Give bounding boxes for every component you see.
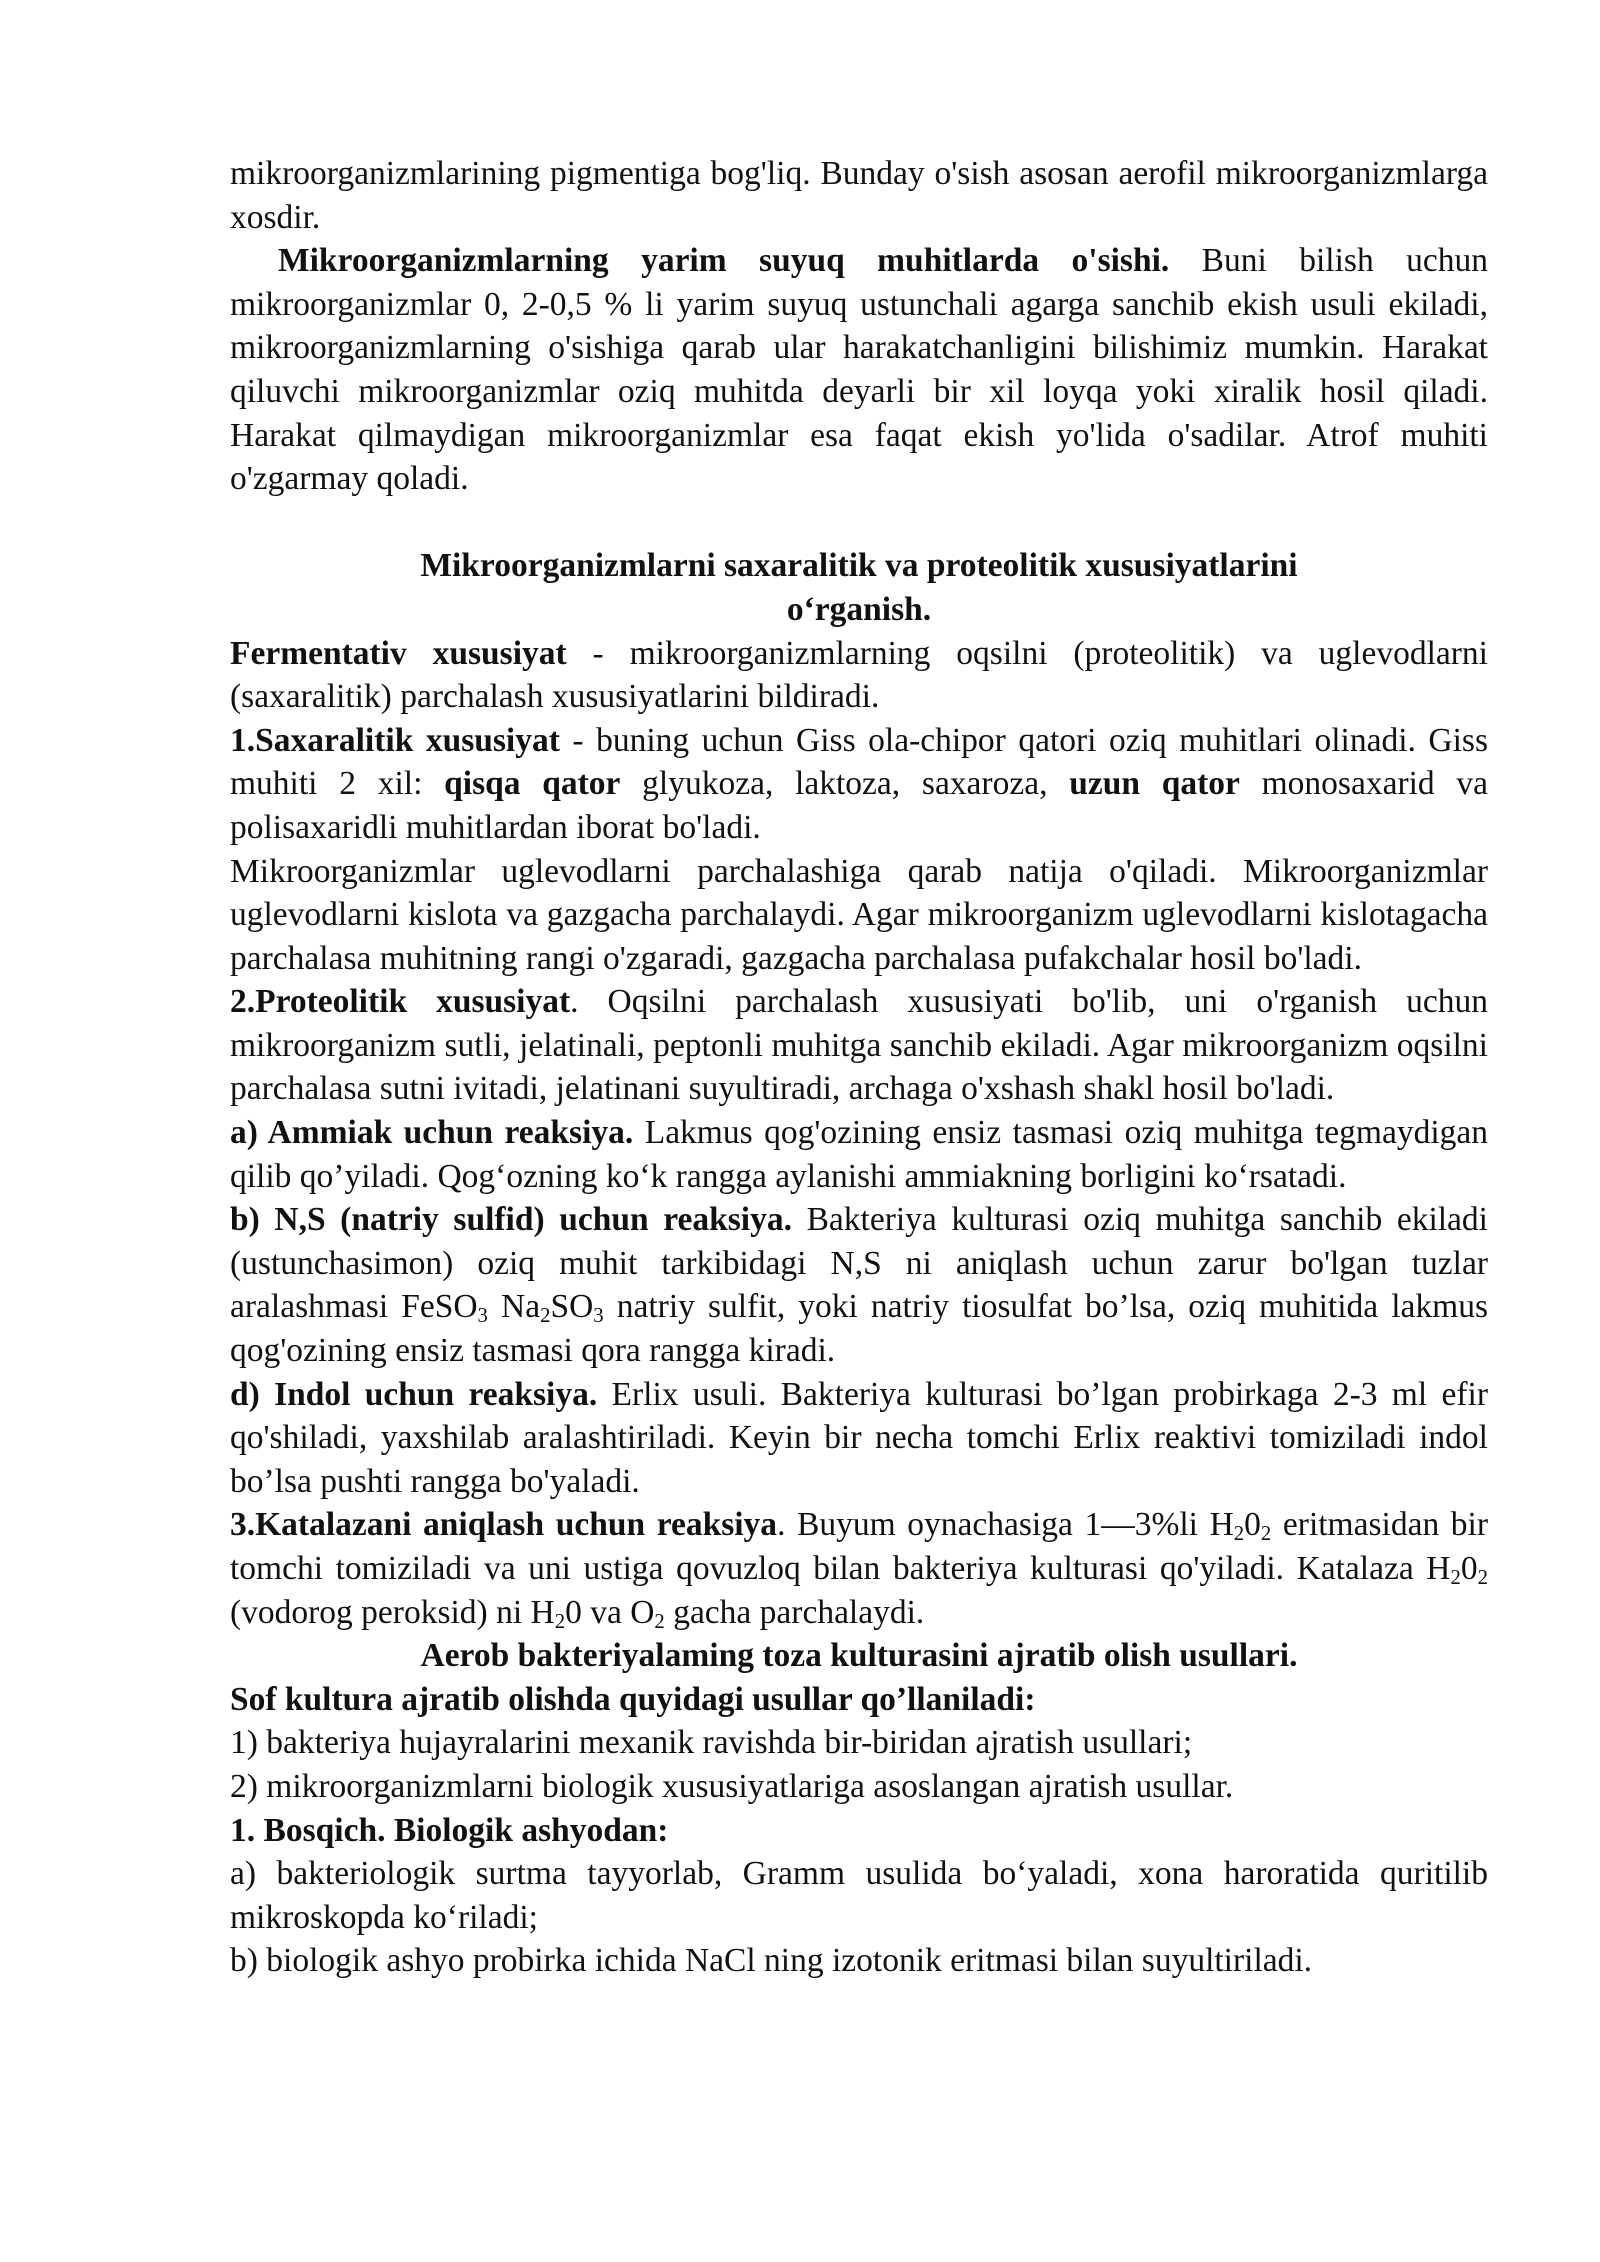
paragraph-text: 0 — [1244, 1506, 1261, 1544]
subscript: 2 — [540, 1304, 551, 1328]
paragraph-fermentative — [230, 632, 1488, 719]
paragraph-text: (vodorog peroksid) ni H — [230, 1593, 555, 1631]
paragraph-text: glyukoza, laktoza, saxaroza, — [620, 765, 1070, 803]
bold-term-short-row: qisqa qator — [444, 765, 621, 803]
paragraph-text: Bakteriya kulturasi oziq muhitga sanchib ekiladi (ustunchasimon) oziq muhit tarkibidagi N,S ni aniqlash uchun zarur bo'lgan tuzlar aralashmasi FeSO — [230, 1201, 1488, 1326]
subscript: 2 — [554, 1609, 566, 1633]
paragraph-heading: Fermentativ xususiyat — [230, 634, 567, 672]
bold-term-long-row: uzun qator — [1069, 765, 1240, 803]
paragraph-heading: d) Indol uchun reaksiya. — [230, 1375, 598, 1413]
list-item-text: a) bakteriologik surtma tayyorlab, Gramm usulida bo‘yaladi, xona haroratida quritilib mikroskopda ko‘riladi; — [230, 1855, 1488, 1936]
paragraph-indole-reaction — [230, 1373, 1488, 1504]
paragraph-text: Mikroorganizmlar uglevodlarni parchalashiga qarab natija o'qiladi. Mikroorganizmlar uglevodlarni kislota va gazgacha parchalaydi. Agar mikroorganizm uglevodlarni kislotagacha parchalasa muhitning rangi o'zgaradi, gazgacha parchalasa pufakchalar hosil bo'ladi. — [230, 852, 1488, 977]
list-item-b — [230, 1939, 1488, 1983]
stage-heading — [230, 1809, 1488, 1853]
paragraph-heading: Sof kultura ajratib olishda quyidagi usullar qo’llaniladi: — [230, 1680, 1036, 1718]
list-item-text: b) biologik ashyo probirka ichida NaCl ning izotonik eritmasi bilan suyultiriladi. — [230, 1942, 1313, 1980]
paragraph-heading: a) Ammiak uchun reaksiya. — [230, 1114, 634, 1152]
paragraph-text: gacha parchalaydi. — [664, 1593, 925, 1631]
paragraph-text: Lakmus qog'ozining ensiz tasmasi oziq muhitga tegmaydigan qilib qo’yiladi. Qog‘ozning ko‘k rangga aylanishi ammiakning borligini ko‘rsatadi. — [230, 1114, 1488, 1195]
paragraph-text: mikroorganizmlarining pigmentiga bog'liq. Bunday o'sish asosan aerofil mikroorganizmlarga xosdir. — [230, 155, 1488, 236]
paragraph-text: Erlix usuli. Bakteriya kulturasi bo’lgan probirkaga 2-3 ml efir qo'shiladi, yaxshilab aralashtiriladi. Keyin bir necha tomchi Erlix reaktivi tomiziladi indol bo’lsa pushti rangga bo'yaladi. — [230, 1375, 1488, 1500]
paragraph-saccharolytic — [230, 719, 1488, 850]
subscript: 3 — [593, 1304, 604, 1328]
subscript: 2 — [1450, 1566, 1461, 1590]
section-title-line-1: Mikroorganizmlarni saxaralitik va proteolitik xususiyatlarini — [420, 547, 1298, 585]
paragraph-text: 0 — [1460, 1550, 1478, 1587]
paragraph-text: - buning uchun Giss ola-chipor qatori oziq muhitlari olinadi. Giss muhiti 2 xil: — [230, 721, 1488, 803]
paragraph-proteolytic — [230, 980, 1488, 1111]
list-item-text: 2) mikroorganizmlarni biologik xususiyatlariga asoslangan ajratish usullar. — [230, 1767, 1234, 1805]
paragraph-ammonia-reaction — [230, 1111, 1488, 1198]
paragraph-heading: 1.Saxaralitik xususiyat — [230, 721, 560, 759]
list-item-text: 1) bakteriya hujayralarini mexanik ravishda bir-biridan ajratish usullari; — [230, 1724, 1193, 1762]
document-page — [230, 152, 1488, 1983]
paragraph-text: eritmasidan bir tomchi tomiziladi va uni ustiga qovuzloq bilan bakteriya kulturasi qo'yiladi. Katalaza H — [230, 1506, 1489, 1587]
subscript: 2 — [1477, 1566, 1488, 1590]
paragraph-heading: 1. Bosqich. Biologik ashyodan: — [230, 1811, 669, 1849]
paragraph-text: monosaxarid va polisaxaridli muhitlardan iborat bo'ladi. — [230, 765, 1489, 846]
paragraph-heading: Mikroorganizmlarning yarim suyuq muhitlarda o'sishi. — [278, 242, 1170, 280]
paragraph-semi-liquid-growth — [230, 239, 1488, 501]
paragraph-sulfide-reaction — [230, 1198, 1488, 1372]
paragraph-pigment — [230, 152, 1488, 239]
paragraph-text: Buni bilish uchun mikroorganizmlar 0, 2-0,5 % li yarim suyuq ustunchali agarga sanchib ekish usuli ekiladi, mikroorganizmlarning o'sishiga qarab ular harakatchanligini bilishimiz mumkin. Harakat qiluvchi mikroorganizmlar oziq muhitda deyarli bir xil loyqa yoki xiralik hosil qiladi. Harakat qilmaydigan mikroorganizmlar esa faqat ekish yo'lida o'sadilar. Atrof muhiti o'zgarmay qoladi. — [230, 242, 1488, 498]
section-title-line-2: o‘rganish. — [786, 590, 932, 628]
section-title-saccharolytic — [230, 544, 1488, 631]
paragraph-heading: 2.Proteolitik xususiyat — [230, 983, 571, 1021]
paragraph-text: SO — [550, 1288, 594, 1326]
paragraph-text: 0 va O — [565, 1593, 655, 1631]
list-item-1 — [230, 1721, 1488, 1765]
paragraph-catalase-reaction — [230, 1503, 1488, 1634]
paragraph-text: . Buyum oynachasiga 1—3%li H — [777, 1506, 1234, 1544]
paragraph-text: . Oqsilni parchalash xususiyati bo'lib, uni o'rganish uchun mikroorganizm sutli, jelatinali, peptonli muhitga sanchib ekiladi. Agar mikroorganizm oqsilni parchalasa sutni ivitadi, jelatinani suyultiradi, archaga o'xshash shakl hosil bo'ladi. — [230, 983, 1488, 1108]
subscript: 2 — [1260, 1522, 1272, 1546]
section-title: Aerob bakteriyalaming toza kulturasini ajratib olish usullari. — [420, 1637, 1298, 1675]
subscript: 2 — [654, 1609, 665, 1633]
paragraph-text: - mikroorganizmlarning oqsilni (proteolitik) va uglevodlarni (saxaralitik) parchalash xususiyatlarini bildiradi. — [230, 634, 1488, 716]
paragraph-heading: 3.Katalazani aniqlash uchun reaksiya — [230, 1506, 778, 1544]
list-item-a — [230, 1852, 1488, 1939]
paragraph-pure-culture-methods — [230, 1678, 1488, 1722]
subscript: 3 — [477, 1304, 488, 1328]
list-item-2 — [230, 1765, 1488, 1809]
paragraph-heading: b) N,S (natriy sulfid) uchun reaksiya. — [230, 1201, 792, 1239]
subscript: 2 — [1233, 1522, 1245, 1546]
section-title-aerobic — [230, 1634, 1488, 1678]
blank-line — [230, 501, 1488, 545]
paragraph-text: natriy sulfit, yoki natriy tiosulfat bo’lsa, oziq muhitida lakmus qog'ozining ensiz tasmasi qora rangga kiradi. — [230, 1288, 1489, 1370]
paragraph-carbohydrate-result — [230, 850, 1488, 981]
paragraph-text: Na — [487, 1288, 541, 1326]
